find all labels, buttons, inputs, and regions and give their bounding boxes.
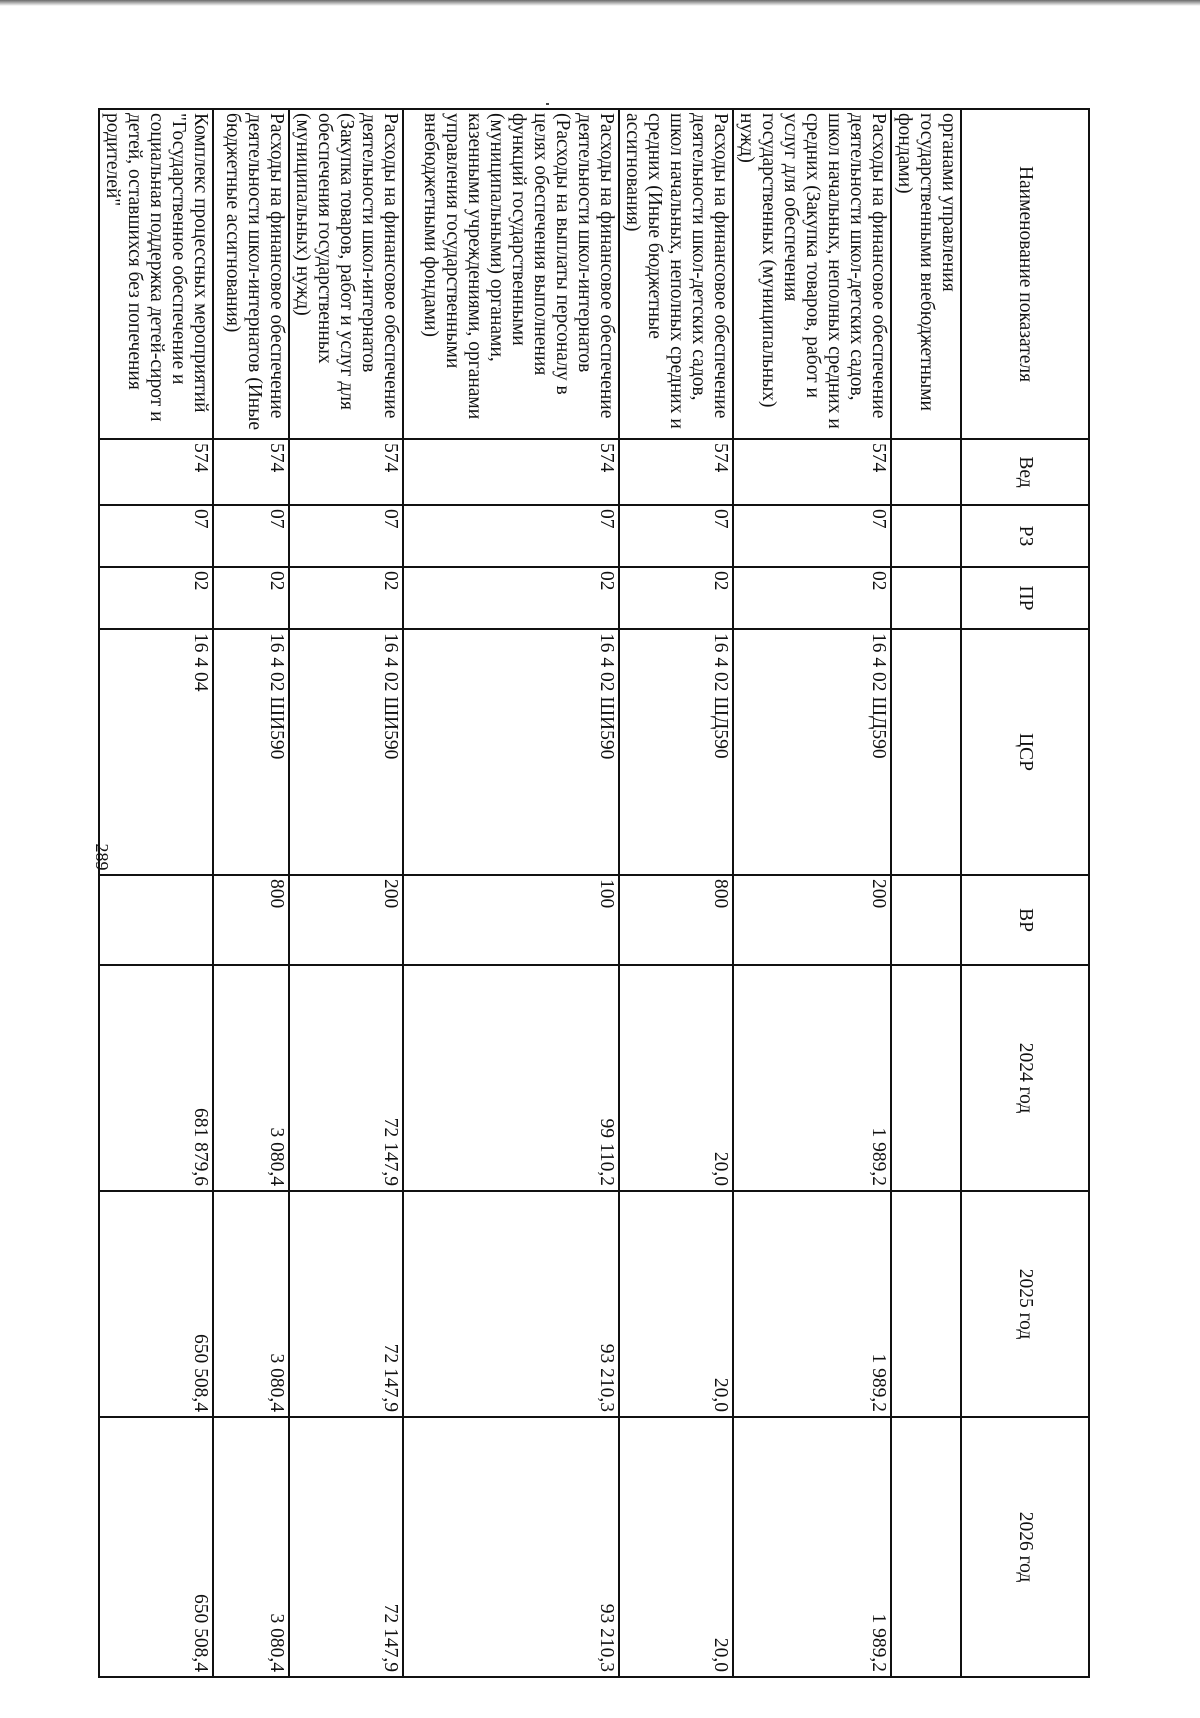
cell-2026: 650 508,4 xyxy=(99,1417,213,1677)
cell-ved: 574 xyxy=(403,439,619,505)
cell-2026: 72 147,9 xyxy=(289,1417,403,1677)
cell-pr: 02 xyxy=(289,567,403,629)
header-2025: 2025 год xyxy=(961,1191,1089,1417)
cell-2025: 20,0 xyxy=(619,1191,733,1417)
cell-ved: 574 xyxy=(733,439,891,505)
cell-2024: 20,0 xyxy=(619,965,733,1191)
cell-csr: 16 4 04 xyxy=(99,629,213,875)
header-ved: Вед xyxy=(961,439,1089,505)
cell-vr xyxy=(891,875,961,965)
cell-csr: 16 4 02 ШИ590 xyxy=(289,629,403,875)
cell-2025: 3 080,4 xyxy=(213,1191,289,1417)
cell-2026: 93 210,3 xyxy=(403,1417,619,1677)
cell-2025: 650 508,4 xyxy=(99,1191,213,1417)
cell-pr: 02 xyxy=(403,567,619,629)
cell-2024: 1 989,2 xyxy=(733,965,891,1191)
cell-ved: 574 xyxy=(99,439,213,505)
cell-csr xyxy=(891,629,961,875)
cell-2025 xyxy=(891,1191,961,1417)
cell-2026 xyxy=(891,1417,961,1677)
table-row xyxy=(289,109,403,1677)
cell-ved xyxy=(891,439,961,505)
cell-name: Расходы на финансовое обеспечение деятельности школ-интернатов (Расходы на выплаты персоналу в целях обеспечения выполнения функций государственными (муниципальными) органами, казенными учреждениями, органами управления государственными внебюджетными фондами) xyxy=(403,109,619,439)
header-2026: 2026 год xyxy=(961,1417,1089,1677)
header-2024: 2024 год xyxy=(961,965,1089,1191)
cell-name: Расходы на финансовое обеспечение деятельности школ-интернатов (Закупка товаров, работ и услуг для обеспечения государственных (муниципальных) нужд) xyxy=(289,109,403,439)
budget-table xyxy=(98,108,1090,1678)
table-row xyxy=(213,109,289,1677)
cell-csr: 16 4 02 ШД590 xyxy=(733,629,891,875)
cell-name: Расходы на финансовое обеспечение деятельности школ-детских садов, школ начальных, неполных средних и средних (Иные бюджетные ассигнования) xyxy=(619,109,733,439)
table-row xyxy=(99,109,213,1677)
cell-pr: 02 xyxy=(99,567,213,629)
cell-2024: 3 080,4 xyxy=(213,965,289,1191)
cell-2025: 72 147,9 xyxy=(289,1191,403,1417)
cell-2024 xyxy=(891,965,961,1191)
cell-2024: 681 879,6 xyxy=(99,965,213,1191)
cell-name: Расходы на финансовое обеспечение деятельности школ-интернатов (Иные бюджетные ассигнования) xyxy=(213,109,289,439)
cell-2025: 93 210,3 xyxy=(403,1191,619,1417)
table-row xyxy=(891,109,961,1677)
table-row xyxy=(733,109,891,1677)
cell-rz: 07 xyxy=(289,505,403,567)
cell-rz: 07 xyxy=(403,505,619,567)
cell-name: Комплекс процессных мероприятий "Государственное обеспечение и социальная поддержка детей-сирот и детей, оставшихся без попечения родителей" xyxy=(99,109,213,439)
cell-vr: 100 xyxy=(403,875,619,965)
cell-vr: 200 xyxy=(289,875,403,965)
cell-name: органами управления государственными внебюджетными фондами) xyxy=(891,109,961,439)
cell-2024: 99 110,2 xyxy=(403,965,619,1191)
page-number: 289 xyxy=(92,843,112,871)
cell-vr xyxy=(99,875,213,965)
cell-pr: 02 xyxy=(213,567,289,629)
table-row xyxy=(619,109,733,1677)
cell-pr xyxy=(891,567,961,629)
cell-2026: 20,0 xyxy=(619,1417,733,1677)
cell-2025: 1 989,2 xyxy=(733,1191,891,1417)
cell-csr: 16 4 02 ШИ590 xyxy=(213,629,289,875)
table-row xyxy=(403,109,619,1677)
scan-edge xyxy=(0,0,1200,6)
cell-rz: 07 xyxy=(733,505,891,567)
cell-csr: 16 4 02 ШД590 xyxy=(619,629,733,875)
header-vr: ВР xyxy=(961,875,1089,965)
cell-ved: 574 xyxy=(619,439,733,505)
cell-vr: 800 xyxy=(619,875,733,965)
scan-speck xyxy=(546,103,549,105)
cell-ved: 574 xyxy=(213,439,289,505)
header-rz: РЗ xyxy=(961,505,1089,567)
cell-rz: 07 xyxy=(99,505,213,567)
cell-rz xyxy=(891,505,961,567)
cell-ved: 574 xyxy=(289,439,403,505)
header-name: Наименование показателя xyxy=(961,109,1089,439)
cell-csr: 16 4 02 ШИ590 xyxy=(403,629,619,875)
header-row xyxy=(961,109,1089,1677)
cell-vr: 200 xyxy=(733,875,891,965)
cell-2026: 3 080,4 xyxy=(213,1417,289,1677)
header-csr: ЦСР xyxy=(961,629,1089,875)
cell-vr: 800 xyxy=(213,875,289,965)
header-pr: ПР xyxy=(961,567,1089,629)
cell-name: Расходы на финансовое обеспечение деятельности школ-детских садов, школ начальных, неполных средних и средних (Закупка товаров, работ и услуг для обеспечения государственных (муниципальных) нужд) xyxy=(733,109,891,439)
cell-2024: 72 147,9 xyxy=(289,965,403,1191)
cell-2026: 1 989,2 xyxy=(733,1417,891,1677)
cell-rz: 07 xyxy=(619,505,733,567)
cell-rz: 07 xyxy=(213,505,289,567)
cell-pr: 02 xyxy=(733,567,891,629)
cell-pr: 02 xyxy=(619,567,733,629)
